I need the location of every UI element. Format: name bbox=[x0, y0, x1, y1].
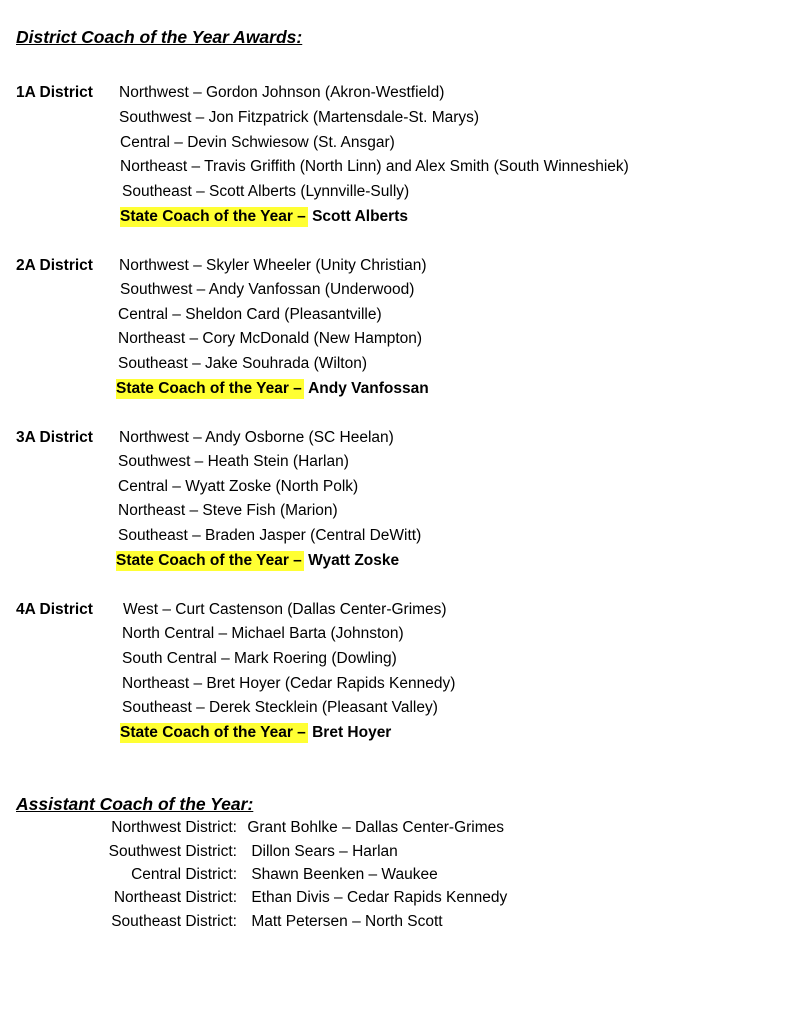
state-coach-line bbox=[116, 551, 399, 571]
assistant-row bbox=[98, 888, 507, 908]
district-line: Southeast – Braden Jasper (Central DeWitt) bbox=[118, 527, 422, 544]
assistant-winner: Grant Bohlke – Dallas Center-Grimes bbox=[247, 819, 505, 836]
state-coach-name: Scott Alberts bbox=[312, 208, 408, 225]
district-line: Northeast – Steve Fish (Marion) bbox=[118, 502, 338, 519]
assistant-district: Southeast District: bbox=[111, 913, 237, 930]
assistant-winner: Ethan Divis – Cedar Rapids Kennedy bbox=[251, 889, 508, 906]
district-line: South Central – Mark Roering (Dowling) bbox=[122, 650, 397, 667]
assistant-row bbox=[98, 912, 443, 932]
district-line: Southwest – Andy Vanfossan (Underwood) bbox=[120, 281, 415, 298]
district-line: Southeast – Derek Stecklein (Pleasant Valley) bbox=[122, 699, 438, 716]
district-line: Northwest – Gordon Johnson (Akron-Westfield) bbox=[119, 84, 445, 101]
assistant-winner: Matt Petersen – North Scott bbox=[251, 913, 443, 930]
assistant-row bbox=[98, 865, 438, 885]
assistant-district: Southwest District: bbox=[108, 843, 237, 860]
state-coach-name: Wyatt Zoske bbox=[308, 552, 400, 569]
assistant-winner: Shawn Beenken – Waukee bbox=[251, 866, 438, 883]
state-coach-line bbox=[116, 379, 429, 399]
district-label-1a: 1A District bbox=[16, 84, 93, 101]
state-coach-name: Andy Vanfossan bbox=[308, 380, 429, 397]
district-line: Central – Sheldon Card (Pleasantville) bbox=[118, 306, 382, 323]
page-title: District Coach of the Year Awards: bbox=[16, 27, 303, 47]
district-line: Central – Devin Schwiesow (St. Ansgar) bbox=[120, 134, 395, 151]
assistant-district: Northwest District: bbox=[111, 819, 237, 836]
assistant-title: Assistant Coach of the Year: bbox=[16, 794, 254, 814]
state-coach-line bbox=[120, 207, 408, 227]
district-line: North Central – Michael Barta (Johnston) bbox=[122, 625, 404, 642]
district-line: Southeast – Jake Souhrada (Wilton) bbox=[118, 355, 367, 372]
district-line: Southwest – Heath Stein (Harlan) bbox=[118, 453, 349, 470]
state-coach-label: State Coach of the Year – bbox=[120, 724, 306, 741]
state-coach-label: State Coach of the Year – bbox=[116, 552, 302, 569]
state-coach-label: State Coach of the Year – bbox=[116, 380, 302, 397]
assistant-district: Central District: bbox=[131, 866, 237, 883]
state-coach-label: State Coach of the Year – bbox=[120, 208, 306, 225]
district-line: Northeast – Travis Griffith (North Linn) and Alex Smith (South Winneshiek) bbox=[120, 158, 629, 175]
district-line: Northeast – Bret Hoyer (Cedar Rapids Kennedy) bbox=[122, 675, 456, 692]
assistant-row bbox=[98, 842, 398, 862]
state-coach-name: Bret Hoyer bbox=[312, 724, 392, 741]
district-line: Northwest – Andy Osborne (SC Heelan) bbox=[119, 429, 394, 446]
district-label-2a: 2A District bbox=[16, 257, 93, 274]
assistant-row bbox=[98, 818, 504, 838]
district-label-4a: 4A District bbox=[16, 601, 93, 618]
district-line: Southeast – Scott Alberts (Lynnville-Sully) bbox=[122, 183, 410, 200]
district-line: Southwest – Jon Fitzpatrick (Martensdale-St. Marys) bbox=[119, 109, 480, 126]
district-label-3a: 3A District bbox=[16, 429, 93, 446]
district-line: Northwest – Skyler Wheeler (Unity Christian) bbox=[119, 257, 427, 274]
district-line: West – Curt Castenson (Dallas Center-Grimes) bbox=[123, 601, 447, 618]
state-coach-line bbox=[120, 723, 391, 743]
assistant-district: Northeast District: bbox=[113, 889, 237, 906]
district-line: Northeast – Cory McDonald (New Hampton) bbox=[118, 330, 423, 347]
assistant-winner: Dillon Sears – Harlan bbox=[251, 843, 398, 860]
district-line: Central – Wyatt Zoske (North Polk) bbox=[118, 478, 359, 495]
